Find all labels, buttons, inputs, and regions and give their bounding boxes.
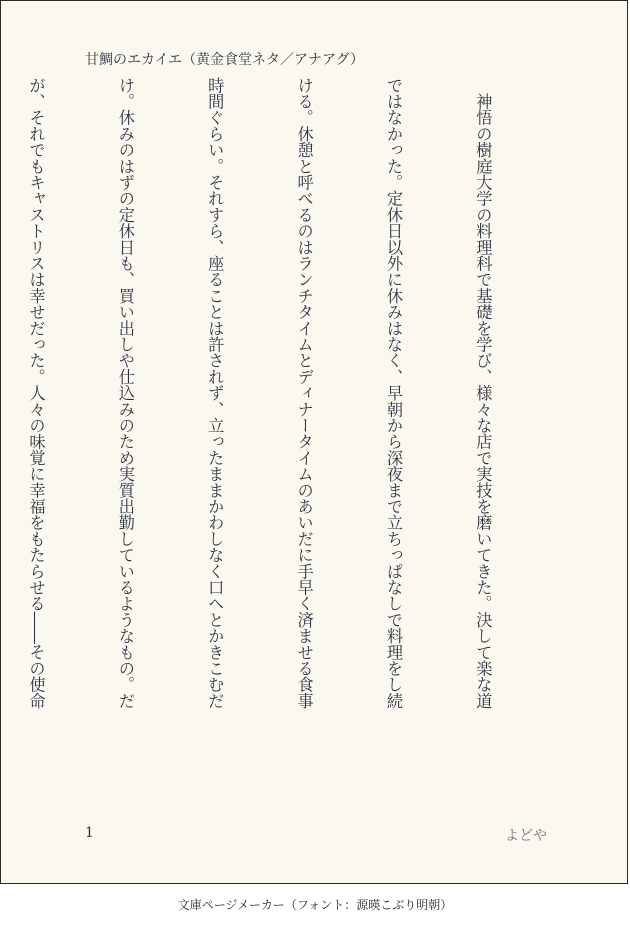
generator-credit: 文庫ページメーカー（フォント：源暎こぶり明朝） xyxy=(177,898,453,912)
text-line: 神悟の樹庭大学の料理科で基礎を学び、様々な店で実技を磨いてきた。決して楽な道 xyxy=(473,77,493,709)
text-line: け。休みのはずの定休日も、買い出しや仕込みのため実質出勤しているようなもの。だ xyxy=(115,77,135,709)
page-number: 1 xyxy=(85,825,94,841)
text-line: が、それでもキャストリスは幸せだった。人々の味覚に幸福をもたらせる――その使命 xyxy=(26,77,46,709)
author-name: よどや xyxy=(505,828,547,844)
text-line: ける。休憩と呼べるのはランチタイムとディナータイムのあいだに手早く済ませる食事 xyxy=(294,77,314,709)
text-line: 時間ぐらい。それすら、座ることは許されず、立ったままかわしなく口へとかきこむだ xyxy=(205,77,225,709)
vertical-body-text xyxy=(0,77,557,807)
text-line: ではなかった。定休日以外に休みはなく、早朝から深夜まで立ちっぱなしで料理をし続 xyxy=(384,77,404,709)
page-header-title: 甘鯛のエカイエ（黄金食堂ネタ／アナアグ） xyxy=(85,52,365,68)
